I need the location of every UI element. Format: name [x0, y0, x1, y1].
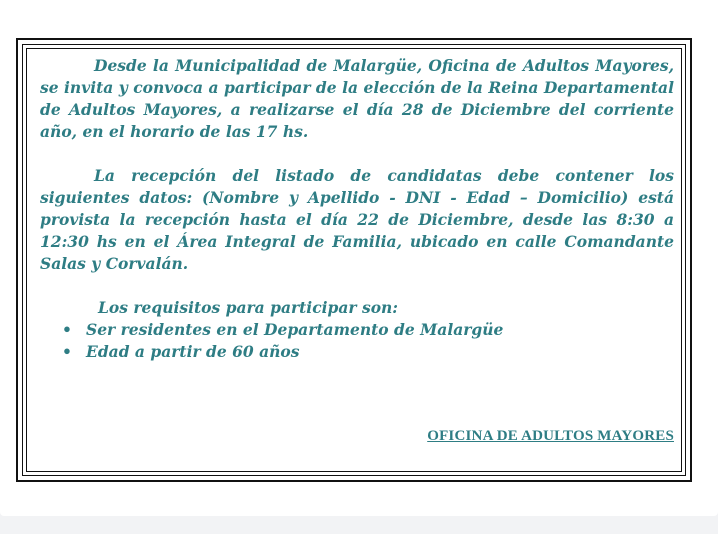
signature-office: OFICINA DE ADULTOS MAYORES [427, 428, 674, 444]
requirement-text: Ser residentes en el Departamento de Malargüe [86, 320, 504, 339]
bullet-icon: • [62, 320, 72, 339]
bullet-icon: • [62, 342, 72, 361]
candidate-list-paragraph: La recepción del listado de candidatas debe contener los siguientes datos: (Nombre y Apellido - DNI - Edad – Domicilio) está provista la recepción hasta el día 22 de Diciembre, desde las 8:30 a 12:30 hs en el Área Integral de Familia, ubicado en calle Comandante Salas y Corvalán. [40, 166, 674, 273]
announcement-body [40, 55, 674, 363]
invitation-paragraph: Desde la Municipalidad de Malargüe, Oficina de Adultos Mayores, se invita y convoca a participar de la elección de la Reina Departamental de Adultos Mayores, a realizarse el día 28 de Diciembre del corriente año, en el horario de las 17 hs. [40, 56, 674, 141]
requirements-list [40, 319, 674, 363]
requirement-text: Edad a partir de 60 años [86, 342, 300, 361]
list-item [62, 319, 674, 341]
requirements-intro: Los requisitos para participar son: [98, 298, 399, 317]
list-item [62, 341, 674, 363]
